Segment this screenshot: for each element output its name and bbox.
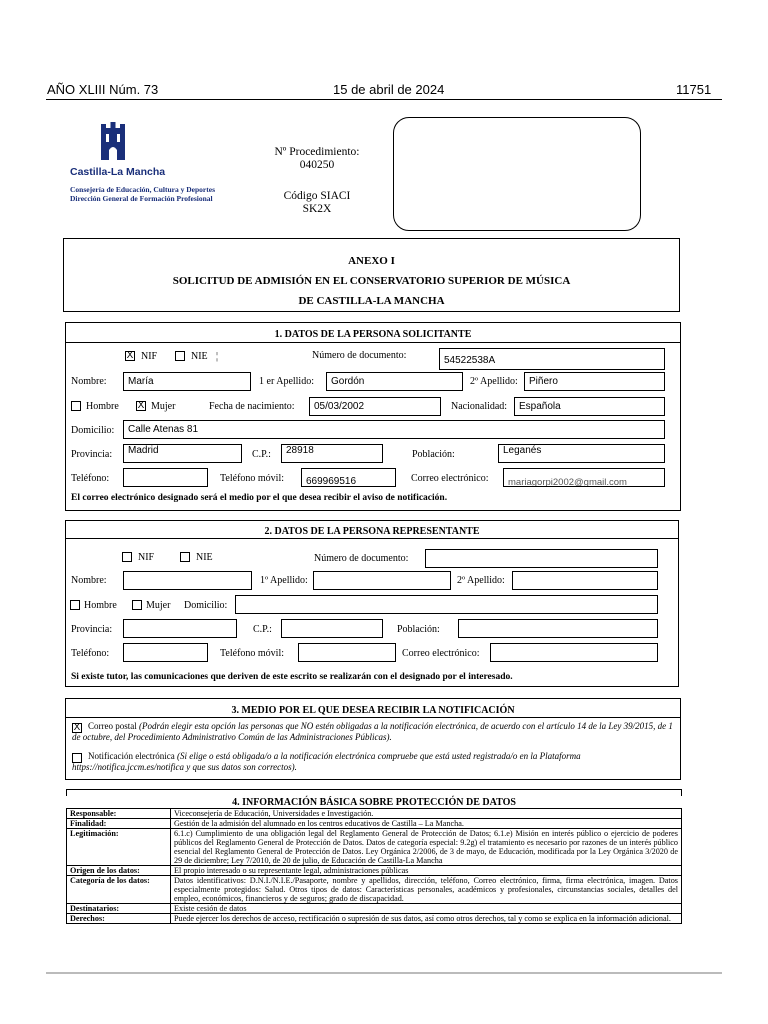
applicant-email-note: El correo electrónico designado será el medio por el que desea recibir el aviso de notificación. — [71, 493, 448, 503]
applicant-nie-checkbox[interactable] — [175, 351, 185, 361]
form-title: SOLICITUD DE ADMISIÓN EN EL CONSERVATORIO SUPERIOR DE MÚSICA — [172, 275, 571, 287]
applicant-mobile-label: Teléfono móvil: — [220, 473, 285, 484]
applicant-birth-label: Fecha de nacimiento: — [209, 401, 295, 412]
applicant-name-label: Nombre: — [71, 376, 107, 387]
annex-title: ANEXO I — [348, 255, 395, 267]
representative-surname1-field[interactable] — [313, 571, 451, 590]
representative-mobile-label: Teléfono móvil: — [220, 648, 285, 659]
logo-wordmark: Castilla-La Mancha — [70, 166, 166, 178]
representative-mobile-field[interactable] — [298, 643, 396, 662]
representative-province-field[interactable] — [123, 619, 237, 638]
representative-name-label: Nombre: — [71, 575, 107, 586]
applicant-phone-label: Teléfono: — [71, 473, 110, 484]
table-row — [67, 876, 682, 904]
table-row — [67, 866, 682, 876]
representative-cp-label: C.P.: — [253, 624, 272, 635]
applicant-male-label: Hombre — [86, 401, 119, 412]
row-value: Gestión de la admisión del alumnado en los centros educativos de Castilla – La Mancha. — [171, 819, 682, 829]
applicant-email-label: Correo electrónico: — [411, 473, 489, 484]
electronic-notification-note: (Si elige o está obligada/o a la notificación electrónica compruebe que está usted registrada/o en la Plataforma https://notifica.jccm.es/notifica y que sus datos son correctos). — [72, 751, 581, 772]
representative-province-label: Provincia: — [71, 624, 113, 635]
representative-cp-field[interactable] — [281, 619, 383, 638]
section-divider — [65, 538, 679, 539]
section-divider — [65, 717, 681, 718]
footer-rule — [46, 972, 722, 974]
data-protection-section — [66, 789, 682, 796]
applicant-nif-label: NIF — [141, 351, 158, 362]
applicant-province-field[interactable]: Madrid — [123, 444, 242, 463]
applicant-town-field[interactable]: Leganés — [498, 444, 665, 463]
row-key: Origen de los datos: — [67, 866, 171, 876]
data-protection-table — [66, 808, 682, 924]
applicant-nif-checkbox[interactable]: X — [126, 350, 134, 361]
electronic-notification-label: Notificación electrónica — [88, 751, 175, 761]
procedure-number: 040250 — [299, 159, 335, 171]
representative-name-field[interactable] — [123, 571, 252, 590]
representative-male-checkbox[interactable] — [70, 600, 80, 610]
registry-stamp-box — [393, 117, 641, 231]
applicant-nie-extra: ¦ — [216, 351, 219, 362]
castilla-la-mancha-logo — [98, 122, 128, 162]
bulletin-date: 15 de abril de 2024 — [333, 82, 445, 97]
applicant-doc-label: Número de documento: — [312, 350, 407, 361]
row-value: El propio interesado o su representante legal, administraciones públicas — [171, 866, 682, 876]
applicant-nationality-label: Nacionalidad: — [451, 401, 508, 412]
representative-surname1-label: 1º Apellido: — [260, 575, 308, 586]
representative-phone-field[interactable] — [123, 643, 208, 662]
table-row — [67, 819, 682, 829]
row-value: Existe cesión de datos — [171, 904, 682, 914]
postal-mail-note: (Podrán elegir esta opción las personas que NO estén obligadas a la notificación electrónica, de acuerdo con el artículo 14 de la Ley 39/2015, de 1 de octubre, del Procedimiento Administrativo Común de las Administraciones Públicas). — [72, 721, 673, 742]
electronic-notification-option — [72, 751, 678, 773]
representative-email-label: Correo electrónico: — [402, 648, 480, 659]
representative-nif-label: NIF — [138, 552, 155, 563]
row-value: 6.1.c) Cumplimiento de una obligación legal del Reglamento General de Protección de Datos; 6.1.e) Misión en interés público o ejercicio de poderes públicos del Reglamento General de Protección de Datos. Datos de categoría especial: 9.2g) el tratamiento es necesario por razones de un interés público esencial del Reglamento General de Protección de Datos. Ley Orgánica 2/2006, de 3 de mayo, de Educación, modificada por la Ley Orgánica 3/2020 de 29 de diciembre; Ley 7/2010, de 20 de julio, de Educación de Castilla-La Mancha — [171, 829, 682, 866]
applicant-phone-field[interactable] — [123, 468, 208, 487]
applicant-cp-label: C.P.: — [252, 449, 271, 460]
procedure-label: Nº Procedimiento: — [274, 146, 360, 158]
row-key: Responsable: — [67, 809, 171, 819]
applicant-male-checkbox[interactable] — [71, 401, 81, 411]
form-subtitle: DE CASTILLA-LA MANCHA — [298, 295, 445, 307]
representative-address-label: Domicilio: — [184, 600, 228, 611]
representative-nif-checkbox[interactable] — [122, 552, 132, 562]
applicant-province-label: Provincia: — [71, 449, 113, 460]
applicant-surname2-label: 2º Apellido: — [470, 376, 518, 387]
applicant-surname1-field[interactable]: Gordón — [326, 372, 463, 391]
applicant-name-field[interactable]: María — [123, 372, 251, 391]
applicant-address-label: Domicilio: — [71, 425, 115, 436]
representative-male-label: Hombre — [84, 600, 117, 611]
row-key: Legitimación: — [67, 829, 171, 866]
representative-email-field[interactable] — [490, 643, 658, 662]
procedure-info — [262, 146, 372, 216]
representative-town-field[interactable] — [458, 619, 658, 638]
data-protection-section-title: 4. INFORMACIÓN BÁSICA SOBRE PROTECCIÓN DE DATOS — [232, 797, 516, 808]
siaci-label: Código SIACI — [283, 190, 351, 202]
applicant-surname2-field[interactable]: Piñero — [524, 372, 665, 391]
applicant-cp-field[interactable]: 28918 — [281, 444, 383, 463]
siaci-code: SK2X — [302, 203, 332, 215]
applicant-surname1-label: 1 er Apellido: — [259, 376, 314, 387]
representative-female-label: Mujer — [146, 600, 171, 611]
row-value: Viceconsejería de Educación, Universidades e Investigación. — [171, 809, 682, 819]
row-key: Destinatarios: — [67, 904, 171, 914]
applicant-section-title: 1. DATOS DE LA PERSONA SOLICITANTE — [274, 329, 472, 340]
section-divider — [65, 342, 681, 343]
representative-phone-label: Teléfono: — [71, 648, 110, 659]
row-key: Finalidad: — [67, 819, 171, 829]
table-row — [67, 904, 682, 914]
applicant-town-label: Población: — [412, 449, 455, 460]
table-row — [67, 914, 682, 924]
postal-mail-checkbox[interactable]: X — [73, 722, 81, 733]
applicant-doc-field[interactable]: 54522538A — [439, 348, 665, 370]
row-value: Puede ejercer los derechos de acceso, rectificación o supresión de sus datos, así como otros derechos, tal y como se explica en la información adicional. — [171, 914, 682, 924]
header-rule — [46, 99, 722, 100]
bulletin-issue: AÑO XLIII Núm. 73 — [47, 82, 159, 97]
postal-mail-label: Correo postal — [88, 721, 137, 731]
applicant-nationality-field[interactable]: Española — [514, 397, 665, 416]
representative-surname2-field[interactable] — [512, 571, 658, 590]
form-title-box — [63, 238, 680, 312]
representative-note: Si existe tutor, las comunicaciones que deriven de este escrito se realizarán con el designado por el interesado. — [71, 672, 513, 682]
representative-section-title: 2. DATOS DE LA PERSONA REPRESENTANTE — [264, 526, 480, 537]
applicant-address-field[interactable]: Calle Atenas 81 — [123, 420, 665, 439]
representative-doc-label: Número de documento: — [314, 553, 409, 564]
notification-section-title: 3. MEDIO POR EL QUE DESEA RECIBIR LA NOTIFICACIÓN — [231, 705, 515, 716]
table-row — [67, 829, 682, 866]
applicant-email-field[interactable]: mariagorpi2002@gmail.com — [503, 468, 665, 487]
representative-town-label: Población: — [397, 624, 440, 635]
row-key: Categoría de los datos: — [67, 876, 171, 904]
applicant-female-checkbox[interactable]: X — [137, 400, 145, 411]
logo-department: Consejería de Educación, Cultura y Deportes Dirección General de Formación Profesional — [70, 185, 215, 203]
representative-surname2-label: 2º Apellido: — [457, 575, 505, 586]
representative-address-field[interactable] — [235, 595, 658, 614]
row-key: Derechos: — [67, 914, 171, 924]
table-row — [67, 809, 682, 819]
representative-nie-label: NIE — [196, 552, 213, 563]
representative-doc-field[interactable] — [425, 549, 658, 568]
representative-female-checkbox[interactable] — [132, 600, 142, 610]
applicant-nie-label: NIE — [191, 351, 208, 362]
applicant-birth-field[interactable]: 05/03/2002 — [309, 397, 441, 416]
applicant-mobile-field[interactable]: 669969516 — [301, 468, 396, 487]
page-number: 11751 — [676, 82, 712, 97]
representative-nie-checkbox[interactable] — [180, 552, 190, 562]
row-value: Datos identificativos: D.N.I./N.I.E./Pasaporte, nombre y apellidos, dirección, teléfono, Correo electrónico, firma, firma electrónica, imagen. Datos especialmente protegidos: Salud. Otros tipos de datos: Características personales, académicos y profesionales, circunstancias sociales, detalles del empleo, económicos, financieros y de seguros; grado de discapacidad. — [171, 876, 682, 904]
applicant-female-label: Mujer — [151, 401, 176, 412]
postal-mail-option — [72, 721, 678, 743]
